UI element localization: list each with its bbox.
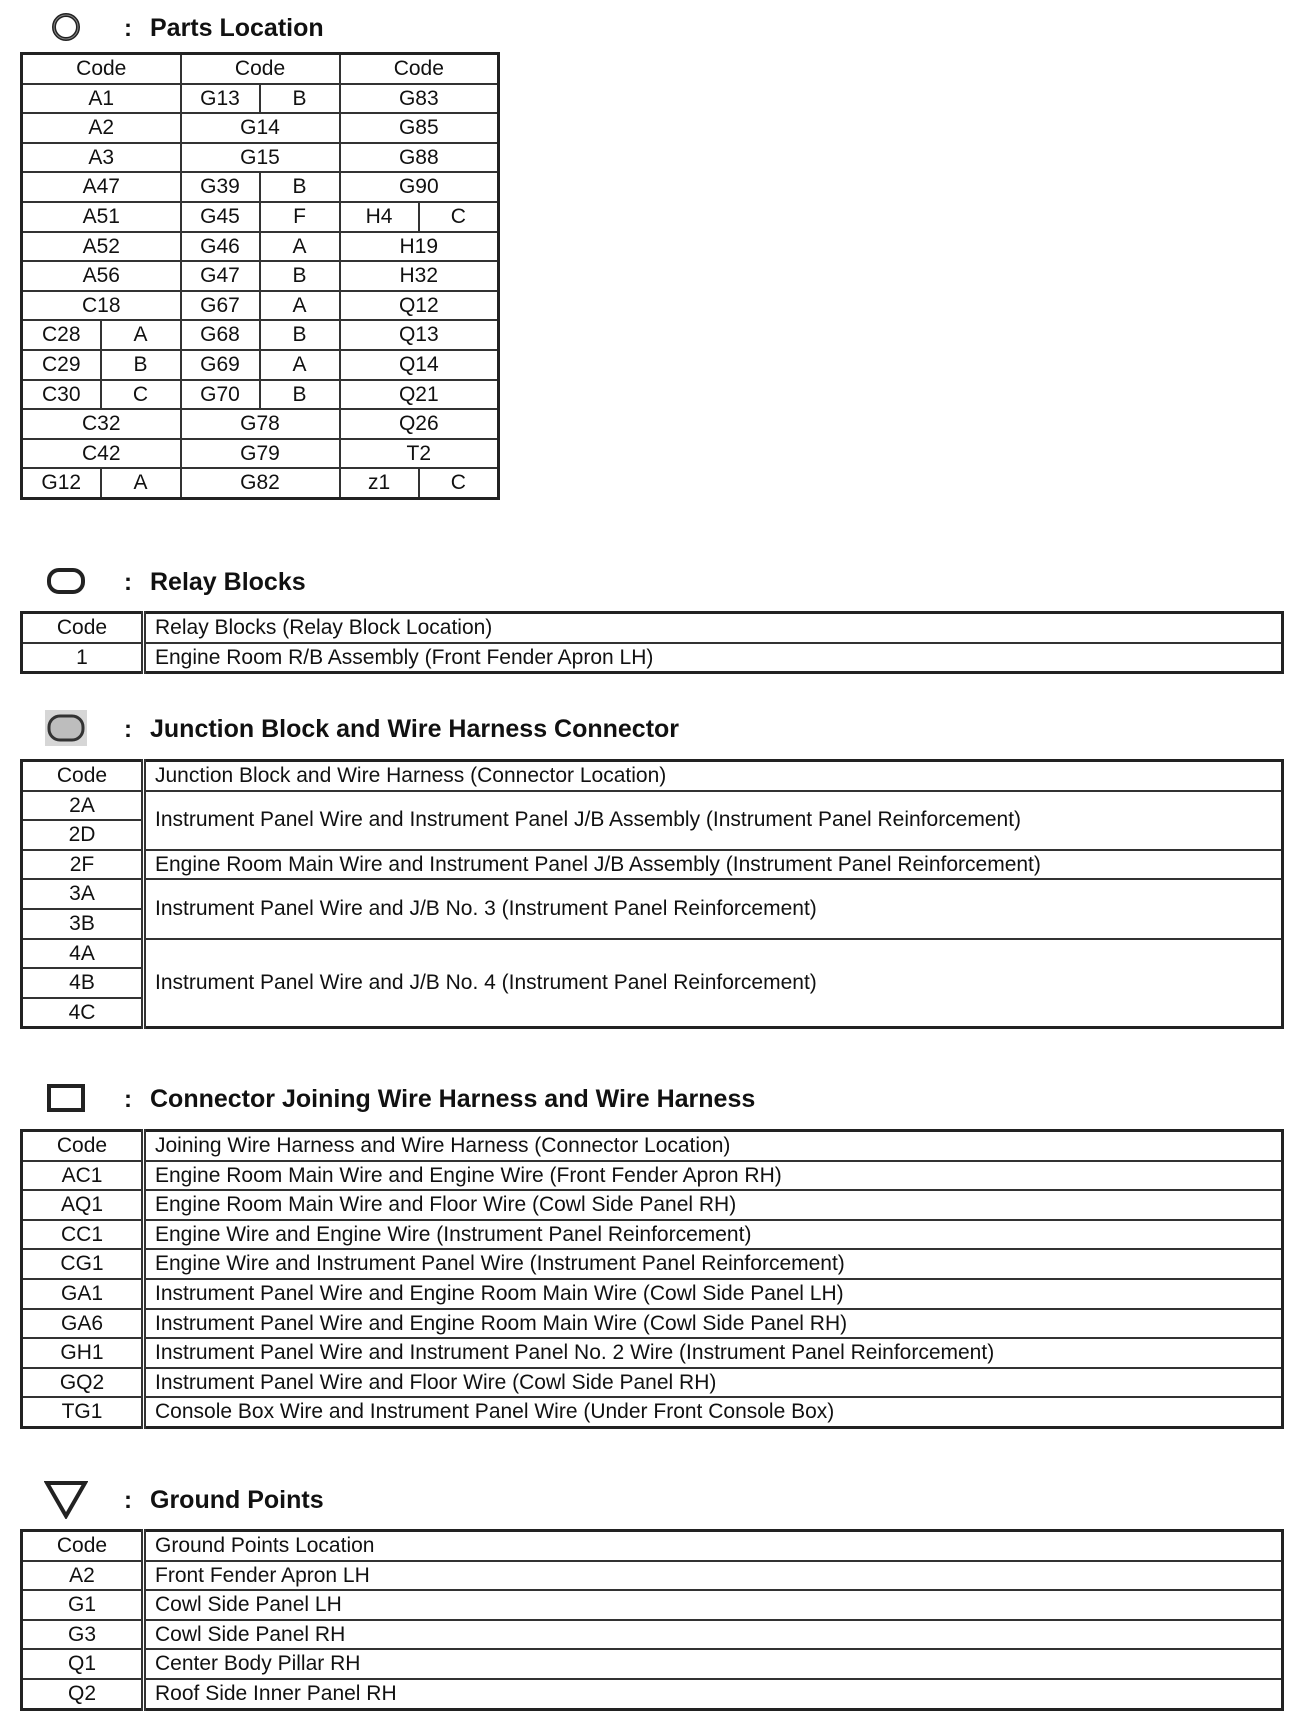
code-column-header: Code: [22, 1131, 144, 1161]
location-cell: Instrument Panel Wire and Instrument Panel No. 2 Wire (Instrument Panel Reinforcement): [144, 1338, 1283, 1368]
table-row: [22, 1590, 1283, 1620]
table-header-row: [22, 761, 1283, 791]
table-header-row: [22, 54, 499, 84]
part-code-cell: z1: [340, 468, 419, 498]
table-row: [22, 1338, 1283, 1368]
table-row: [22, 113, 499, 143]
part-code-cell: C29: [22, 350, 101, 380]
table-row: [22, 350, 499, 380]
part-code-cell: G88: [340, 143, 499, 173]
code-cell: 4B: [22, 968, 144, 998]
code-column-header: Code: [22, 613, 144, 643]
table-row: [22, 468, 499, 498]
table-row: [22, 291, 499, 321]
location-column-header: Relay Blocks (Relay Block Location): [144, 613, 1283, 643]
code-column-header: Code: [22, 761, 144, 791]
part-page-cell: B: [260, 380, 340, 410]
section-title: Ground Points: [150, 1486, 324, 1514]
location-cell: Engine Wire and Instrument Panel Wire (Instrument Panel Reinforcement): [144, 1249, 1283, 1279]
code-cell: TG1: [22, 1397, 144, 1427]
part-page-cell: B: [101, 350, 181, 380]
part-code-cell: G69: [181, 350, 260, 380]
code-column-header: Code: [22, 1531, 144, 1561]
table-row: [22, 791, 1283, 821]
code-cell: A2: [22, 1561, 144, 1591]
rounded-rect-icon: [44, 561, 88, 601]
location-cell: Roof Side Inner Panel RH: [144, 1679, 1283, 1709]
column-header: Code: [181, 54, 340, 84]
location-cell: Engine Room Main Wire and Floor Wire (Cowl Side Panel RH): [144, 1190, 1283, 1220]
part-page-cell: A: [260, 350, 340, 380]
table-row: [22, 879, 1283, 909]
location-cell: Engine Wire and Engine Wire (Instrument Panel Reinforcement): [144, 1220, 1283, 1250]
part-page-cell: B: [260, 84, 340, 114]
location-cell: Instrument Panel Wire and Floor Wire (Cowl Side Panel RH): [144, 1368, 1283, 1398]
part-code-cell: G78: [181, 409, 340, 439]
part-code-cell: A1: [22, 84, 181, 114]
part-code-cell: G79: [181, 439, 340, 469]
location-cell: Instrument Panel Wire and J/B No. 4 (Instrument Panel Reinforcement): [144, 939, 1283, 1028]
part-page-cell: B: [260, 172, 340, 202]
code-cell: 2F: [22, 850, 144, 880]
code-cell: 4A: [22, 939, 144, 969]
location-cell: Instrument Panel Wire and Engine Room Main Wire (Cowl Side Panel RH): [144, 1309, 1283, 1339]
table-row: [22, 380, 499, 410]
table-row: [22, 1397, 1283, 1427]
heading-colon: :: [124, 1086, 132, 1113]
code-cell: 4C: [22, 998, 144, 1028]
code-cell: Q1: [22, 1649, 144, 1679]
part-code-cell: Q13: [340, 320, 499, 350]
connector-table: [20, 1129, 1284, 1429]
code-cell: 1: [22, 643, 144, 673]
part-code-cell: A51: [22, 202, 181, 232]
code-cell: G1: [22, 1590, 144, 1620]
part-code-cell: G47: [181, 261, 260, 291]
section-title: Parts Location: [150, 14, 324, 42]
code-cell: 2A: [22, 791, 144, 821]
code-cell: Q2: [22, 1679, 144, 1709]
part-page-cell: A: [101, 320, 181, 350]
part-page-cell: A: [101, 468, 181, 498]
part-code-cell: H19: [340, 232, 499, 262]
table-row: [22, 1620, 1283, 1650]
circle-icon: [44, 7, 88, 47]
column-header: Code: [340, 54, 499, 84]
part-page-cell: A: [260, 232, 340, 262]
table-row: [22, 143, 499, 173]
table-row: [22, 202, 499, 232]
code-cell: 3B: [22, 909, 144, 939]
part-page-cell: C: [101, 380, 181, 410]
code-cell: GA6: [22, 1309, 144, 1339]
code-cell: G3: [22, 1620, 144, 1650]
part-page-cell: B: [260, 261, 340, 291]
junction-block-table: [20, 759, 1284, 1029]
part-code-cell: Q14: [340, 350, 499, 380]
part-code-cell: G82: [181, 468, 340, 498]
part-code-cell: Q26: [340, 409, 499, 439]
parts-location-heading: [0, 7, 1312, 47]
part-code-cell: H32: [340, 261, 499, 291]
code-cell: GA1: [22, 1279, 144, 1309]
part-code-cell: G15: [181, 143, 340, 173]
part-code-cell: A52: [22, 232, 181, 262]
relay-blocks-heading: [0, 561, 1312, 601]
table-row: [22, 1679, 1283, 1709]
part-code-cell: G67: [181, 291, 260, 321]
part-code-cell: G12: [22, 468, 101, 498]
location-column-header: Ground Points Location: [144, 1531, 1283, 1561]
part-code-cell: G85: [340, 113, 499, 143]
location-cell: Engine Room Main Wire and Engine Wire (Front Fender Apron RH): [144, 1161, 1283, 1191]
location-cell: Cowl Side Panel RH: [144, 1620, 1283, 1650]
table-row: [22, 1161, 1283, 1191]
triangle-down-icon: [44, 1479, 88, 1519]
table-row: [22, 1368, 1283, 1398]
ground-points-heading: [0, 1479, 1312, 1519]
part-page-cell: A: [260, 291, 340, 321]
table-row: [22, 439, 499, 469]
code-cell: GH1: [22, 1338, 144, 1368]
table-row: [22, 1220, 1283, 1250]
part-page-cell: B: [260, 320, 340, 350]
parts-location-table: [20, 52, 500, 500]
table-row: [22, 1649, 1283, 1679]
table-row: [22, 172, 499, 202]
part-code-cell: H4: [340, 202, 419, 232]
code-cell: GQ2: [22, 1368, 144, 1398]
location-cell: Engine Room Main Wire and Instrument Panel J/B Assembly (Instrument Panel Reinforcement): [144, 850, 1283, 880]
code-cell: 2D: [22, 820, 144, 850]
part-code-cell: G13: [181, 84, 260, 114]
table-row: [22, 1561, 1283, 1591]
location-cell: Console Box Wire and Instrument Panel Wire (Under Front Console Box): [144, 1397, 1283, 1427]
part-code-cell: G70: [181, 380, 260, 410]
part-page-cell: C: [419, 202, 499, 232]
table-row: [22, 939, 1283, 969]
code-cell: 3A: [22, 879, 144, 909]
part-code-cell: Q12: [340, 291, 499, 321]
part-page-cell: F: [260, 202, 340, 232]
part-code-cell: A47: [22, 172, 181, 202]
location-cell: Engine Room R/B Assembly (Front Fender Apron LH): [144, 643, 1283, 673]
part-code-cell: G46: [181, 232, 260, 262]
location-cell: Center Body Pillar RH: [144, 1649, 1283, 1679]
part-page-cell: C: [419, 468, 499, 498]
location-cell: Cowl Side Panel LH: [144, 1590, 1283, 1620]
part-code-cell: A2: [22, 113, 181, 143]
heading-colon: :: [124, 1487, 132, 1514]
part-code-cell: T2: [340, 439, 499, 469]
table-row: [22, 1279, 1283, 1309]
code-cell: CC1: [22, 1220, 144, 1250]
code-cell: CG1: [22, 1249, 144, 1279]
table-row: [22, 1249, 1283, 1279]
location-cell: Instrument Panel Wire and Engine Room Main Wire (Cowl Side Panel LH): [144, 1279, 1283, 1309]
code-cell: AQ1: [22, 1190, 144, 1220]
shaded-rounded-rect-icon: [44, 708, 88, 748]
location-cell: Front Fender Apron LH: [144, 1561, 1283, 1591]
heading-colon: :: [124, 15, 132, 42]
part-code-cell: G68: [181, 320, 260, 350]
part-code-cell: C28: [22, 320, 101, 350]
section-title: Relay Blocks: [150, 568, 306, 596]
part-code-cell: C18: [22, 291, 181, 321]
table-row: [22, 232, 499, 262]
part-code-cell: G14: [181, 113, 340, 143]
connector-heading: [0, 1078, 1312, 1118]
part-code-cell: C30: [22, 380, 101, 410]
ground-points-table: [20, 1529, 1284, 1711]
column-header: Code: [22, 54, 181, 84]
heading-colon: :: [124, 716, 132, 743]
code-cell: AC1: [22, 1161, 144, 1191]
location-column-header: Joining Wire Harness and Wire Harness (Connector Location): [144, 1131, 1283, 1161]
part-code-cell: C32: [22, 409, 181, 439]
part-code-cell: G39: [181, 172, 260, 202]
section-title: Junction Block and Wire Harness Connector: [150, 715, 680, 743]
table-header-row: [22, 1531, 1283, 1561]
table-row: [22, 850, 1283, 880]
table-row: [22, 261, 499, 291]
heading-colon: :: [124, 569, 132, 596]
table-row: [22, 1190, 1283, 1220]
location-cell: Instrument Panel Wire and Instrument Panel J/B Assembly (Instrument Panel Reinforcement): [144, 791, 1283, 850]
table-header-row: [22, 613, 1283, 643]
table-row: [22, 1309, 1283, 1339]
part-code-cell: A56: [22, 261, 181, 291]
table-header-row: [22, 1131, 1283, 1161]
table-row: [22, 320, 499, 350]
location-cell: Instrument Panel Wire and J/B No. 3 (Instrument Panel Reinforcement): [144, 879, 1283, 938]
location-column-header: Junction Block and Wire Harness (Connector Location): [144, 761, 1283, 791]
part-code-cell: G90: [340, 172, 499, 202]
relay-blocks-table: [20, 611, 1284, 674]
table-row: [22, 84, 499, 114]
part-code-cell: G83: [340, 84, 499, 114]
table-row: [22, 409, 499, 439]
part-code-cell: Q21: [340, 380, 499, 410]
section-title: Connector Joining Wire Harness and Wire Harness: [150, 1085, 756, 1113]
table-row: [22, 643, 1283, 673]
junction-block-heading: [0, 708, 1312, 748]
part-code-cell: A3: [22, 143, 181, 173]
square-icon: [44, 1078, 88, 1118]
part-code-cell: G45: [181, 202, 260, 232]
part-code-cell: C42: [22, 439, 181, 469]
